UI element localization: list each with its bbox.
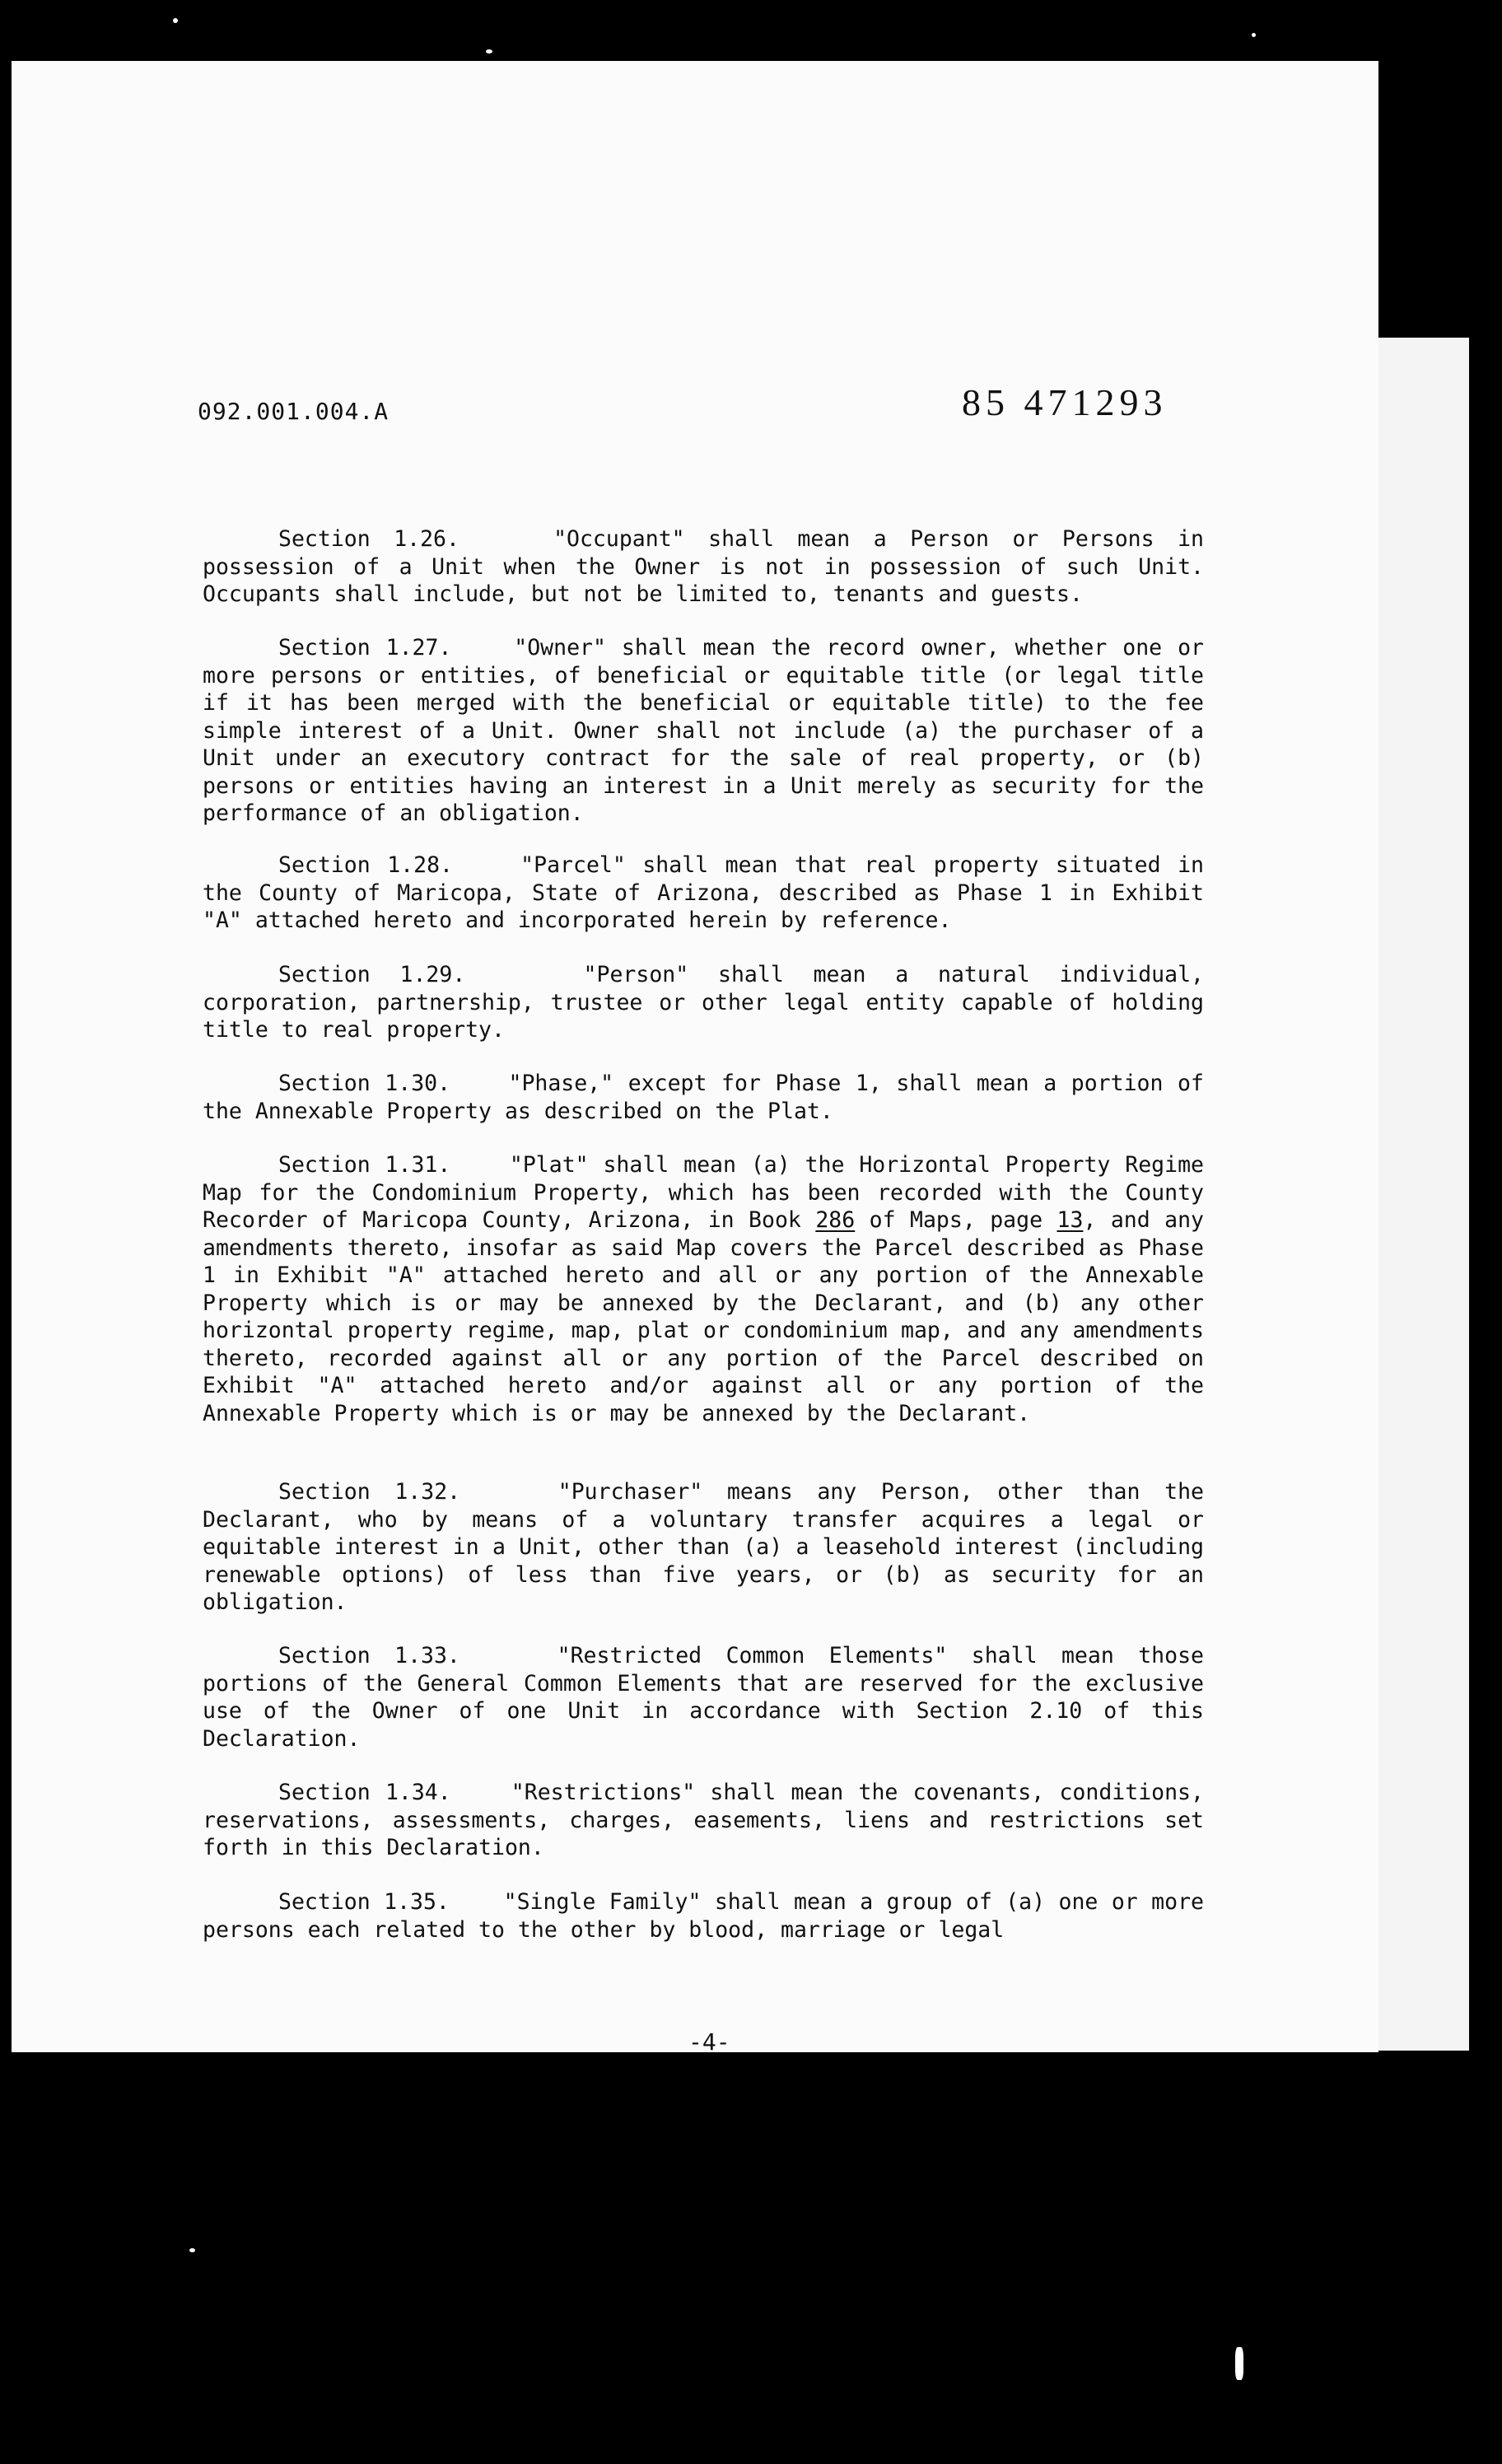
scan-speck bbox=[173, 18, 178, 23]
section-heading: Section 1.33. bbox=[278, 1643, 460, 1668]
book-number: 286 bbox=[815, 1207, 856, 1233]
section-text: "Purchaser" means any Person, other than the Declarant, who by means of a voluntary transfer acquires a legal or equitable interest in a Unit, other than (a) a leasehold interest (including renewable options) of less than five years, or (b) as security for an obligation. bbox=[203, 1479, 1204, 1615]
section-text: "Single Family" shall mean a group of (a) one or more persons each related to the other by blood, marriage or legal bbox=[203, 1889, 1204, 1943]
scan-speck bbox=[189, 2248, 195, 2252]
page-number: -4- bbox=[688, 2028, 730, 2056]
section-text: "Phase," except for Phase 1, shall mean a portion of the Annexable Property as described on the Plat. bbox=[203, 1071, 1204, 1124]
section-1-34 bbox=[203, 1779, 1204, 1862]
section-heading: Section 1.28. bbox=[278, 852, 453, 878]
section-1-31 bbox=[203, 1151, 1204, 1427]
section-text: "Parcel" shall mean that real property situated in the County of Maricopa, State of Arizona, described as Phase 1 in Exhibit "A" attached hereto and incorporated herein by reference. bbox=[203, 852, 1204, 933]
section-1-35 bbox=[203, 1888, 1204, 1944]
section-1-27 bbox=[203, 634, 1204, 828]
section-text: "Restricted Common Elements" shall mean those portions of the General Common Elements that are reserved for the exclusive use of the Owner of one Unit in accordance with Section 2.10 of this Declaration. bbox=[203, 1643, 1204, 1752]
page-edge-strip bbox=[1378, 338, 1469, 2051]
section-1-28 bbox=[203, 852, 1204, 935]
page-reference: 13 bbox=[1057, 1207, 1084, 1233]
section-text: "Owner" shall mean the record owner, whether one or more persons or entities, of beneficial or equitable title (or legal title if it has been merged with the beneficial or equitable title) to the fee simple interest of a Unit. Owner shall not include (a) the purchaser of a Unit under an executory contract for the sale of real property, or (b) persons or entities having an interest in a Unit merely as security for the performance of an obligation. bbox=[203, 635, 1204, 826]
section-heading: Section 1.35. bbox=[278, 1889, 450, 1915]
scan-border-top-right bbox=[1378, 0, 1502, 338]
section-text: "Person" shall mean a natural individual, corporation, partnership, trustee or other legal entity capable of holding title to real property. bbox=[203, 962, 1204, 1043]
section-1-26 bbox=[203, 525, 1204, 609]
section-heading: Section 1.30. bbox=[278, 1071, 451, 1096]
section-text: "Plat" shall mean (a) the Horizontal Property Regime Map for the Condominium Property, which has been recorded with the County Recorder of Maricopa County, Arizona, in Book bbox=[203, 1152, 1204, 1233]
record-number: 85 471293 bbox=[962, 381, 1168, 423]
section-text: "Occupant" shall mean a Person or Persons in possession of a Unit when the Owner is not in possession of such Unit. Occupants shall include, but not be limited to, tenants and guests. bbox=[203, 526, 1204, 607]
document-code: 092.001.004.A bbox=[198, 398, 389, 425]
section-heading: Section 1.31. bbox=[278, 1152, 451, 1178]
section-1-33 bbox=[203, 1642, 1204, 1752]
section-text: "Restrictions" shall mean the covenants, conditions, reservations, assessments, charges, easements, liens and restrictions set forth in this Declaration. bbox=[203, 1780, 1204, 1860]
scan-speck bbox=[1252, 33, 1256, 37]
section-heading: Section 1.26. bbox=[278, 526, 459, 552]
section-1-29 bbox=[203, 961, 1204, 1044]
section-text: , and any amendments thereto, insofar as said Map covers the Parcel described as Phase 1 in Exhibit "A" attached hereto and all or any portion of the Annexable Property which is or may be annexed by the Declarant, and (b) any other horizontal property regime, map, plat or condominium map, and any amendments thereto, recorded against all or any portion of the Parcel described on Exhibit "A" attached hereto and/or against all or any portion of the Annexable Property which is or may be annexed by the Declarant. bbox=[203, 1207, 1204, 1426]
section-heading: Section 1.29. bbox=[278, 962, 466, 987]
section-text: of Maps, page bbox=[869, 1207, 1043, 1233]
document-page bbox=[12, 61, 1378, 2052]
section-1-32 bbox=[203, 1478, 1204, 1617]
scan-speck bbox=[1235, 2347, 1243, 2380]
section-heading: Section 1.32. bbox=[278, 1479, 461, 1505]
scan-speck bbox=[486, 49, 492, 54]
section-heading: Section 1.27. bbox=[278, 635, 452, 660]
section-heading: Section 1.34. bbox=[278, 1780, 451, 1805]
section-1-30 bbox=[203, 1070, 1204, 1125]
